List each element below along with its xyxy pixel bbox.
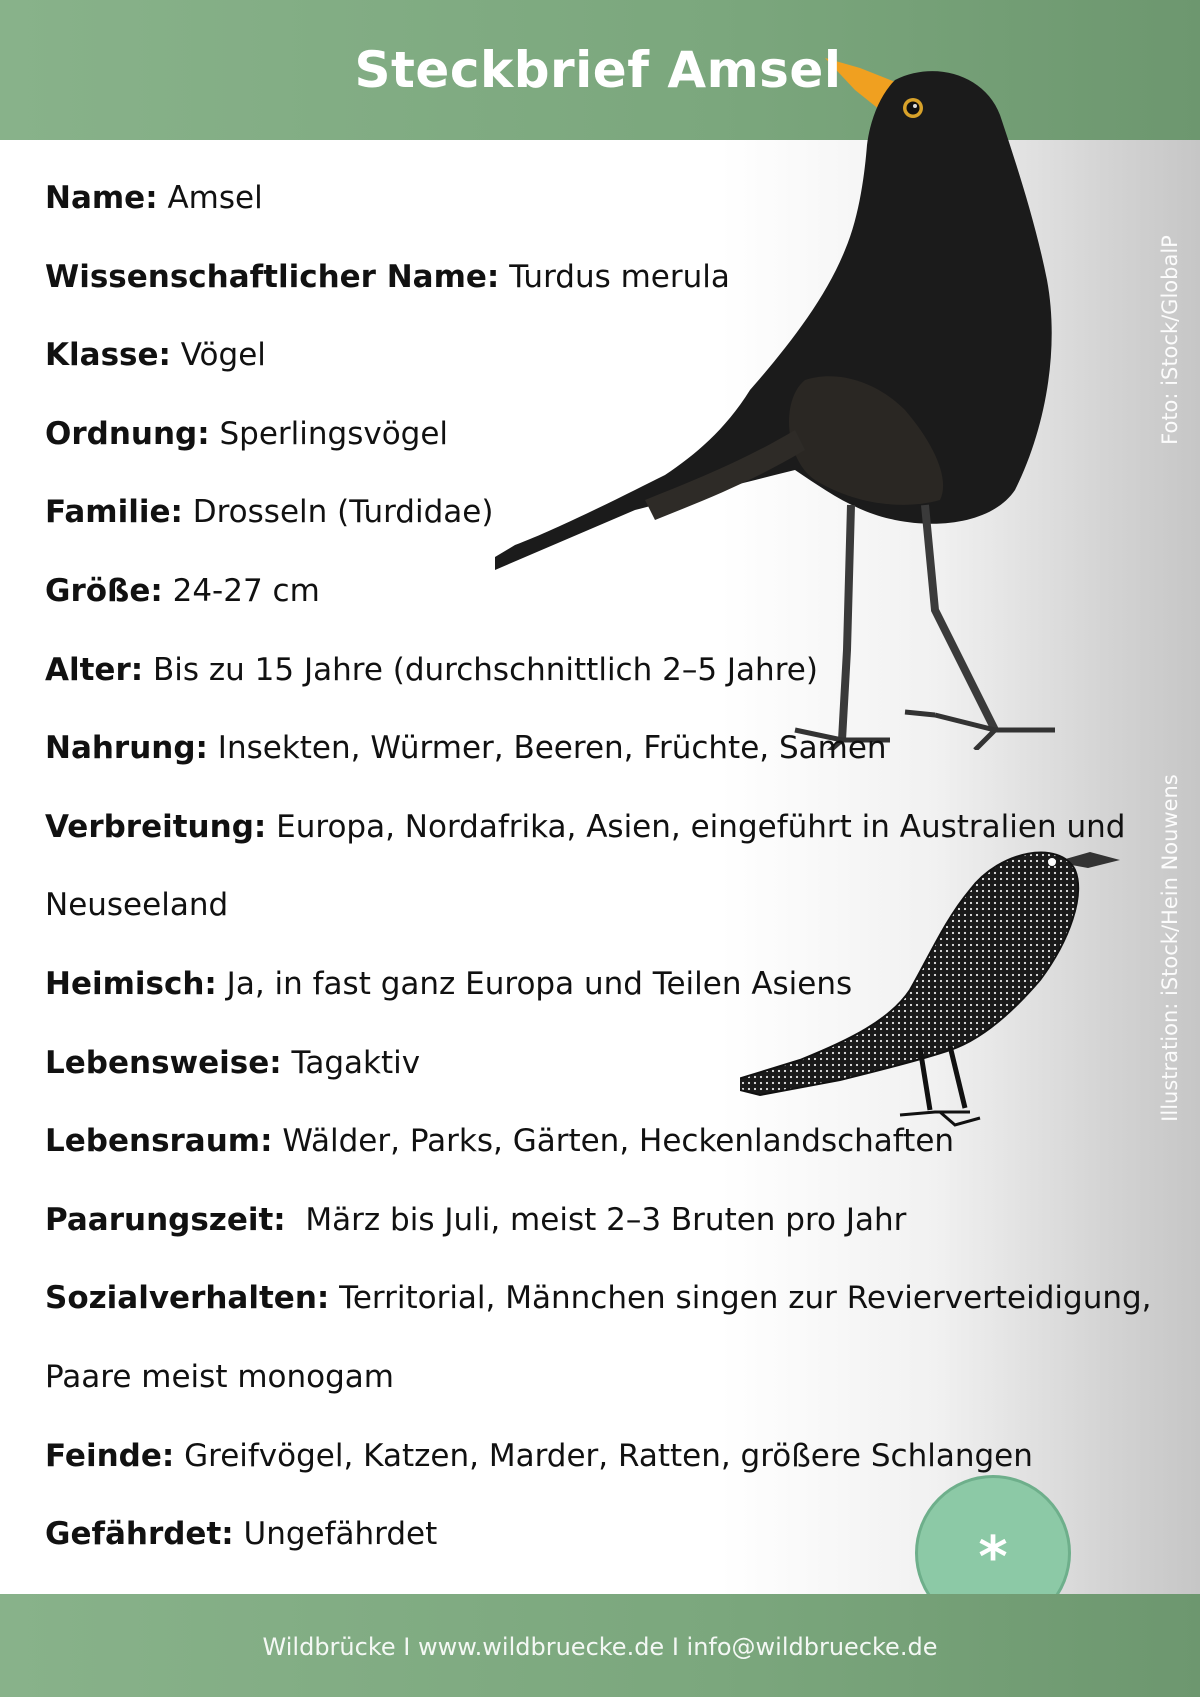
fact-distribution: [45, 788, 1126, 867]
fact-value: Europa, Nordafrika, Asien, eingeführt in Australien und: [266, 808, 1126, 845]
fact-label: Ordnung:: [45, 415, 210, 452]
fact-value: Ja, in fast ganz Europa und Teilen Asiens: [216, 965, 853, 1002]
fact-value: Turdus merula: [499, 258, 730, 295]
fact-continuation: Neuseeland: [45, 887, 229, 924]
fact-continuation: Paare meist monogam: [45, 1358, 394, 1395]
fact-value: Greifvögel, Katzen, Marder, Ratten, größere Schlangen: [174, 1437, 1033, 1474]
fact-family: [45, 473, 1105, 552]
fact-label: Wissenschaftlicher Name:: [45, 258, 500, 295]
fact-name: [45, 159, 1105, 238]
fact-label: Verbreitung:: [45, 808, 267, 845]
fact-enemies: [45, 1417, 1105, 1496]
fact-value: März bis Juli, meist 2–3 Bruten pro Jahr: [285, 1201, 907, 1238]
fact-value: Ungefährdet: [233, 1516, 438, 1553]
fact-label: Lebensraum:: [45, 1123, 273, 1160]
page-title: [0, 40, 1200, 100]
fact-habitat: [45, 1102, 1105, 1181]
photo-credit: Foto: iStock/GlobalP: [1158, 235, 1182, 445]
footer-contact: Wildbrücke I www.wildbruecke.de I info@wildbruecke.de: [262, 1633, 938, 1661]
fact-mating-season: [45, 1181, 1105, 1260]
fact-value: Sperlingsvögel: [209, 415, 449, 452]
fact-social-behavior: [45, 1259, 1152, 1338]
fact-value: Drosseln (Turdidae): [182, 494, 494, 531]
fact-label: Alter:: [45, 651, 144, 688]
fact-value: Bis zu 15 Jahre (durchschnittlich 2–5 Jahre): [143, 651, 818, 688]
fact-food: [45, 709, 1105, 788]
fact-value: 24-27 cm: [162, 572, 320, 609]
fact-class: [45, 316, 1105, 395]
fact-lifestyle: [45, 1024, 1105, 1103]
fact-order: [45, 395, 1105, 474]
asterisk-badge-icon: *: [915, 1475, 1071, 1631]
title-text: Steckbrief Amsel: [354, 41, 842, 99]
fact-label: Gefährdet:: [45, 1516, 234, 1553]
fact-label: Feinde:: [45, 1437, 175, 1474]
fact-label: Klasse:: [45, 337, 171, 374]
fact-label: Größe:: [45, 572, 163, 609]
fact-label: Familie:: [45, 494, 183, 531]
illustration-credit: Illustration: iStock/Hein Nouwens: [1158, 774, 1182, 1122]
fact-label: Lebensweise:: [45, 1044, 282, 1081]
fact-label: Heimisch:: [45, 965, 217, 1002]
fact-size: [45, 552, 1105, 631]
fact-value: Territorial, Männchen singen zur Revierverteidigung,: [329, 1280, 1152, 1317]
fact-value: Vögel: [170, 337, 266, 374]
fact-label: Name:: [45, 180, 158, 216]
fact-native: [45, 945, 1105, 1024]
fact-value: Insekten, Würmer, Beeren, Früchte, Samen: [207, 730, 887, 767]
fact-list: [45, 159, 1152, 1574]
fact-label: Paarungszeit:: [45, 1201, 286, 1238]
fact-value: Wälder, Parks, Gärten, Heckenlandschaften: [272, 1123, 955, 1160]
fact-value: Tagaktiv: [281, 1044, 421, 1081]
fact-label: Sozialverhalten:: [45, 1280, 330, 1317]
fact-age: [45, 631, 1105, 710]
fact-scientific-name: [45, 238, 1105, 317]
fact-value: Amsel: [157, 180, 263, 216]
fact-label: Nahrung:: [45, 730, 208, 767]
